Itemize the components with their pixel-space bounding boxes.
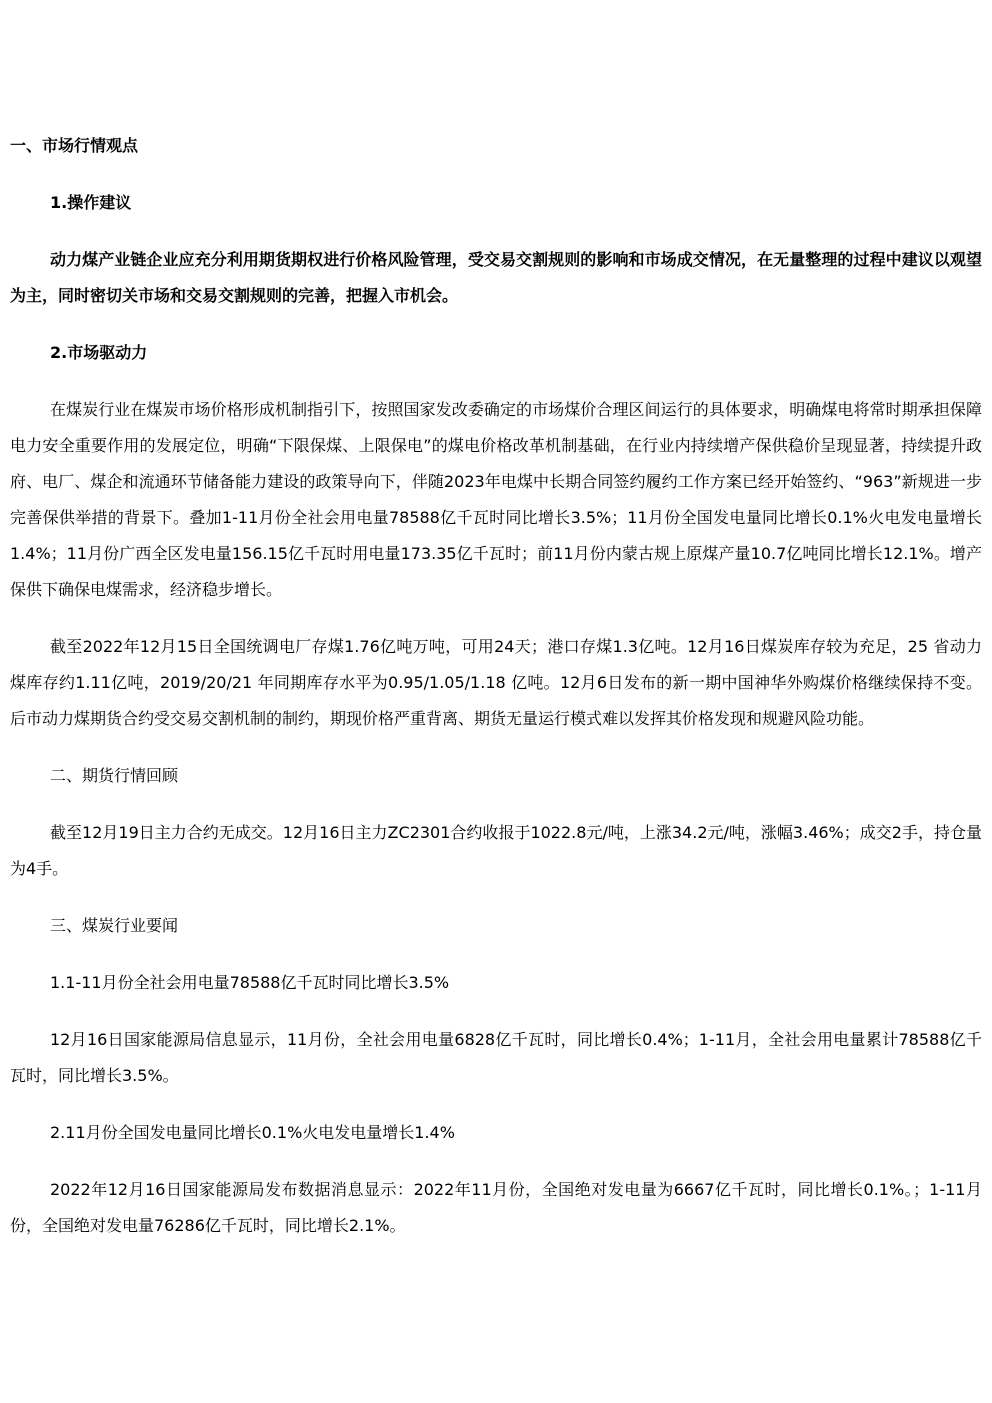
news-heading-1: 1.1-11月份全社会用电量78588亿千瓦时同比增长3.5% bbox=[50, 973, 450, 992]
subheading-market-drivers: 2.市场驱动力 bbox=[50, 343, 148, 362]
paragraph-market-drivers-1: 在煤炭行业在煤炭市场价格形成机制指引下，按照国家发改委确定的市场煤价合理区间运行的具体要求，明确煤电将常时期承担保障电力安全重要作用的发展定位，明确“下限保煤、上限保电”的煤电价格改革机制基础，在行业内持续增产保供稳价呈现显著，持续提升政府、电厂、煤企和流通环节储备能力建设的政策导向下，伴随2023年电煤中长期合同签约履约工作方案已经开始签约、“963”新规进一步完善保供举措的背景下。叠加1-11月份全社会用电量78588亿千瓦时同比增长3.5%；11月份全国发电量同比增长0.1%火电发电量增长1.4%；11月份广西全区发电量156.15亿千瓦时用电量173.35亿千瓦时；前11月份内蒙古规上原煤产量10.7亿吨同比增长12.1%。增产保供下确保电煤需求，经济稳步增长。 bbox=[10, 400, 982, 599]
subheading-operation-advice: 1.操作建议 bbox=[50, 193, 132, 212]
paragraph-market-drivers-2: 截至2022年12月15日全国统调电厂存煤1.76亿吨万吨，可用24天；港口存煤1.3亿吨。12月16日煤炭库存较为充足，25 省动力煤库存约1.11亿吨，2019/20/21 年同期库存水平为0.95/1.05/1.18 亿吨。12月6日发布的新一期中国神华外购煤价格继续保持不变。后市动力煤期货合约受交易交割机制的制约，期现价格严重背离、期货无量运行模式难以发挥其价格发现和规避风险功能。 bbox=[10, 637, 982, 728]
paragraph-operation-advice: 动力煤产业链企业应充分利用期货期权进行价格风险管理，受交易交割规则的影响和市场成交情况，在无量整理的过程中建议以观望为主，同时密切关市场和交易交割规则的完善，把握入市机会。 bbox=[10, 250, 982, 305]
document-page bbox=[10, 128, 982, 1265]
section-heading-market-view: 一、市场行情观点 bbox=[10, 136, 139, 155]
section-heading-futures-review: 二、期货行情回顾 bbox=[50, 766, 179, 785]
news-paragraph-1: 12月16日国家能源局信息显示，11月份，全社会用电量6828亿千瓦时，同比增长0.4%；1-11月，全社会用电量累计78588亿千瓦时，同比增长3.5%。 bbox=[10, 1030, 982, 1085]
news-paragraph-2: 2022年12月16日国家能源局发布数据消息显示：2022年11月份，全国绝对发电量为6667亿千瓦时，同比增长0.1%。；1-11月份，全国绝对发电量76286亿千瓦时，同比增长2.1%。 bbox=[10, 1180, 982, 1235]
section-heading-industry-news: 三、煤炭行业要闻 bbox=[50, 916, 179, 935]
paragraph-futures-review: 截至12月19日主力合约无成交。12月16日主力ZC2301合约收报于1022.8元/吨，上涨34.2元/吨，涨幅3.46%；成交2手，持仓量为4手。 bbox=[10, 823, 982, 878]
news-heading-2: 2.11月份全国发电量同比增长0.1%火电发电量增长1.4% bbox=[50, 1123, 455, 1142]
